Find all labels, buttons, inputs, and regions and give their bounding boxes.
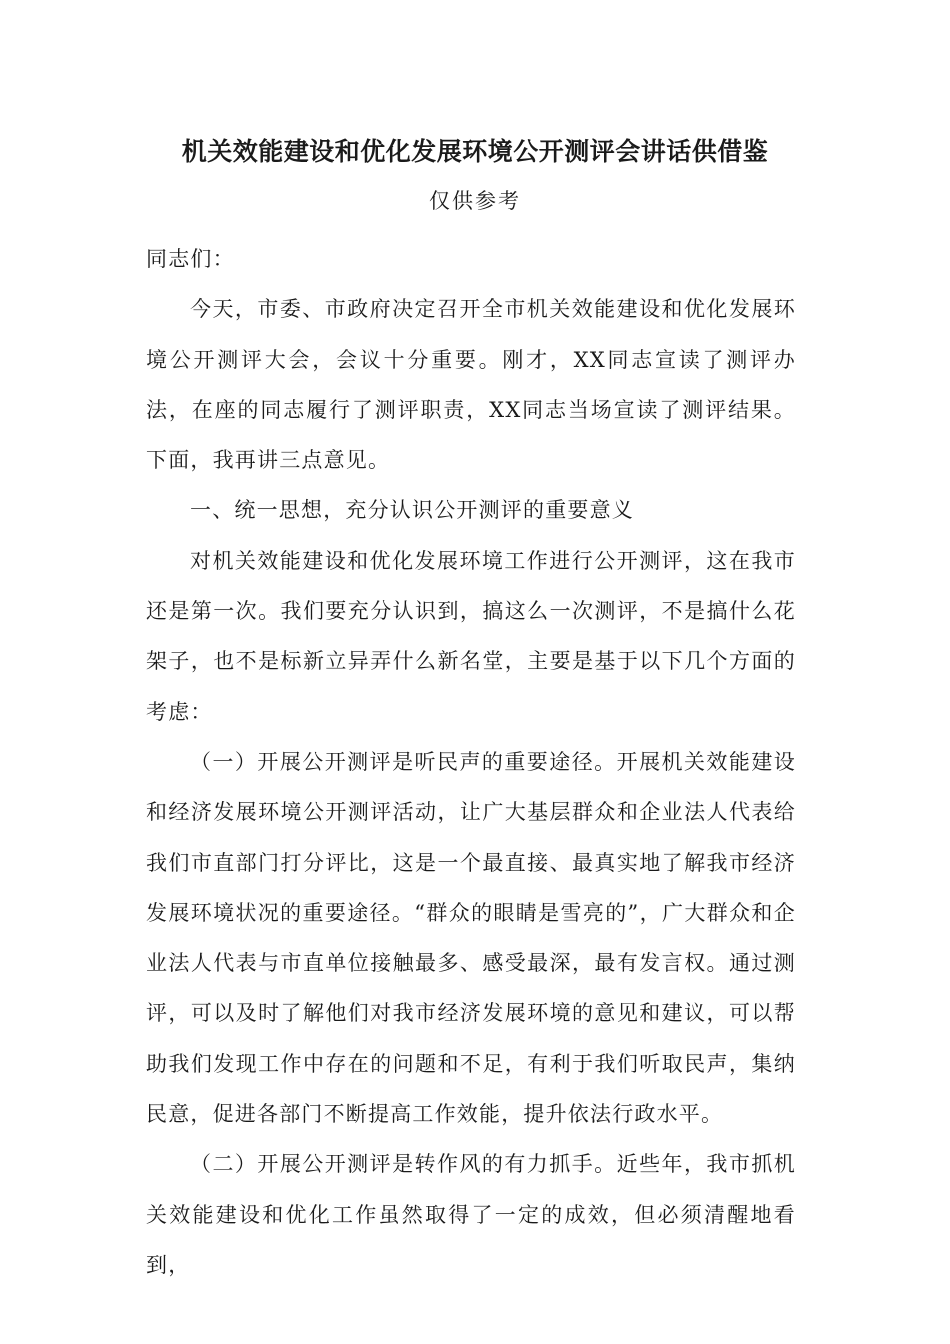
document-body — [146, 234, 796, 1290]
salutation: 同志们： — [146, 247, 235, 271]
document-subtitle: 仅供参考 — [429, 189, 521, 213]
paragraph-opening: 今天，市委、市政府决定召开全市机关效能建设和优化发展环境公开测评大会，会议十分重要。刚才，XX同志宣读了测评办法，在座的同志履行了测评职责，XX同志当场宣读了测评结果。下面，我再讲三点意见。 — [146, 297, 796, 473]
document-title: 机关效能建设和优化发展环境公开测评会讲话供借鉴 — [181, 137, 769, 166]
section-heading-1: 一、统一思想，充分认识公开测评的重要意义 — [190, 498, 634, 523]
paragraph-intro: 对机关效能建设和优化发展环境工作进行公开测评，这在我市还是第一次。我们要充分认识到，搞这么一次测评，不是搞什么花架子，也不是标新立异弄什么新名堂，主要是基于以下几个方面的考虑： — [146, 548, 796, 724]
paragraph-point-1: （一）开展公开测评是听民声的重要途径。开展机关效能建设和经济发展环境公开测评活动，让广大基层群众和企业法人代表给我们市直部门打分评比，这是一个最直接、最真实地了解我市经济发展环境状况的重要途径。“群众的眼睛是雪亮的”，广大群众和企业法人代表与市直单位接触最多、感受最深，最有发言权。通过测评，可以及时了解他们对我市经济发展环境的意见和建议，可以帮助我们发现工作中存在的问题和不足，有利于我们听取民声，集纳民意，促进各部门不断提高工作效能，提升依法行政水平。 — [146, 749, 796, 1127]
paragraph-point-2: （二）开展公开测评是转作风的有力抓手。近些年，我市抓机关效能建设和优化工作虽然取得了一定的成效，但必须清醒地看到， — [146, 1152, 796, 1277]
